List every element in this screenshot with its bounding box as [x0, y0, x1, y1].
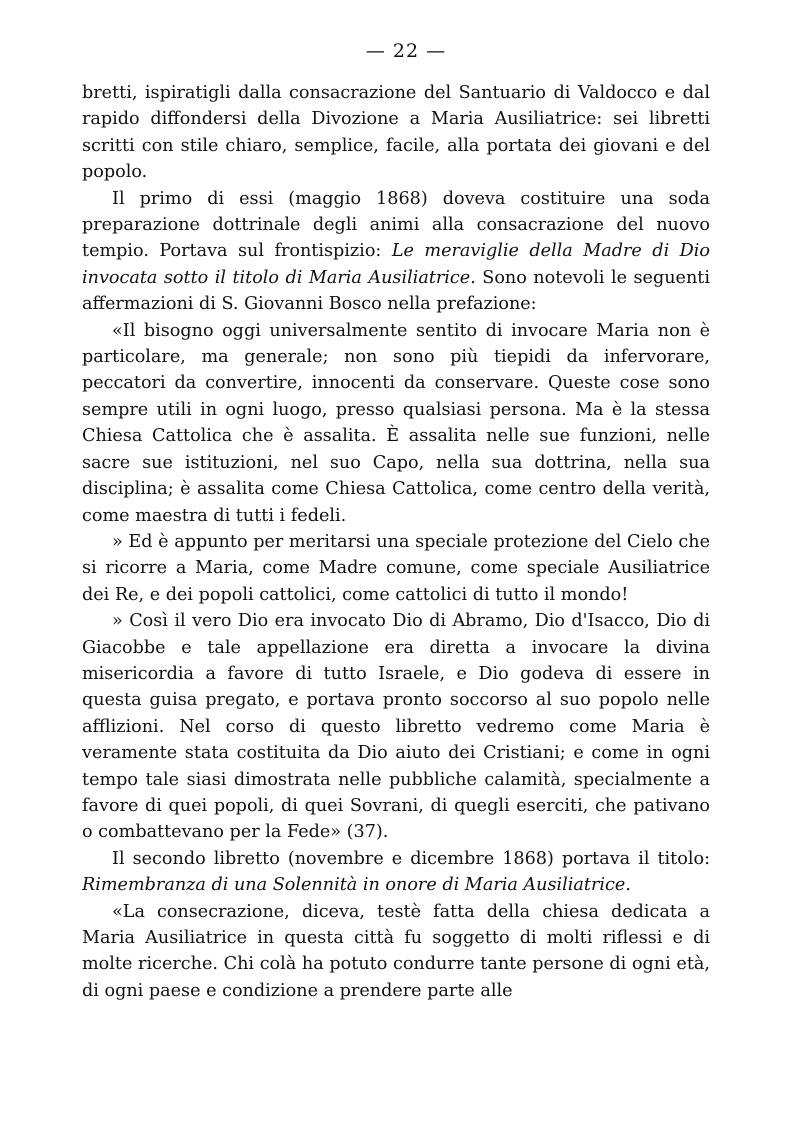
text-segment: bretti, ispiratigli dalla consacrazione del Santuario di Valdocco e dal rapido diffondersi della Divozione a Maria Ausiliatrice: sei libretti scritti con stile chiaro, semplice, facile, alla portata dei giovani e del popolo. — [82, 83, 710, 183]
body-text — [82, 80, 710, 1004]
paragraph-p1 — [82, 80, 710, 186]
italic-title: Le meraviglie della Madre di Dio invocata sotto il titolo di Maria Ausiliatrice. — [82, 241, 710, 288]
text-segment: Il secondo libretto (novembre e dicembre 1868) portava il titolo: — [112, 848, 710, 869]
paragraph-p5 — [82, 608, 710, 846]
paragraph-p7 — [82, 899, 710, 1005]
text-segment: «Il bisogno oggi universalmente sentito di invocare Maria non è particolare, ma generale; non sono più tiepidi da infervorare, peccatori da convertire, innocenti da conservare. Queste cose sono sempre utili in ogni luogo, presso qualsiasi persona. Ma è la stessa Chiesa Cattolica che è assalita. È assalita nelle sue funzioni, nelle sacre sue istituzioni, nel suo Capo, nella sua dottrina, nella sua disciplina; è assalita come Chiesa Cattolica, come centro della verità, come maestra di tutti i fedeli. — [82, 320, 710, 526]
page-number: — 22 — — [365, 40, 447, 62]
paragraph-p6 — [82, 846, 710, 899]
paragraph-p2 — [82, 186, 710, 318]
text-segment: «La consecrazione, diceva, testè fatta della chiesa dedicata a Maria Ausiliatrice in questa città fu soggetto di molti riflessi e di molte ricerche. Chi colà ha potuto condurre tante persone di ogni età, di ogni paese e condizione a prendere parte alle — [82, 901, 710, 1001]
paragraph-p3 — [82, 318, 710, 529]
text-segment: » Così il vero Dio era invocato Dio di Abramo, Dio d'Isacco, Dio di Giacobbe e tale appellazione era diretta a invocare la divina misericordia a favore di tutto Israele, e Dio godeva di essere in questa guisa pregato, e portava pronto soccorso al suo popolo nelle afflizioni. Nel corso di questo libretto vedremo come Maria è veramente stata costituita da Dio aiuto dei Cristiani; e come in ogni tempo tale siasi dimostrata nelle pubbliche calamità, specialmente a favore di quei popoli, di quei Sovrani, di quegli eserciti, che pativano o combattevano per la Fede» (37). — [82, 611, 710, 843]
document-page — [82, 40, 710, 1004]
text-segment: » Ed è appunto per meritarsi una speciale protezione del Cielo che si ricorre a Maria, come Madre comune, come speciale Ausiliatrice dei Re, e dei popoli cattolici, come cattolici di tutto il mondo! — [82, 531, 710, 605]
italic-title: Rimembranza di una Solennità in onore di Maria Ausiliatrice. — [82, 875, 631, 896]
paragraph-p4 — [82, 529, 710, 608]
text-segment: Sono notevoli le seguenti affermazioni di S. Giovanni Bosco nella prefazione: — [82, 267, 710, 315]
text-segment: Il primo di essi (maggio 1868) doveva costituire una soda preparazione dottrinale degli animi alla consacrazione del nuovo tempio. Portava sul frontispizio: — [82, 188, 710, 262]
